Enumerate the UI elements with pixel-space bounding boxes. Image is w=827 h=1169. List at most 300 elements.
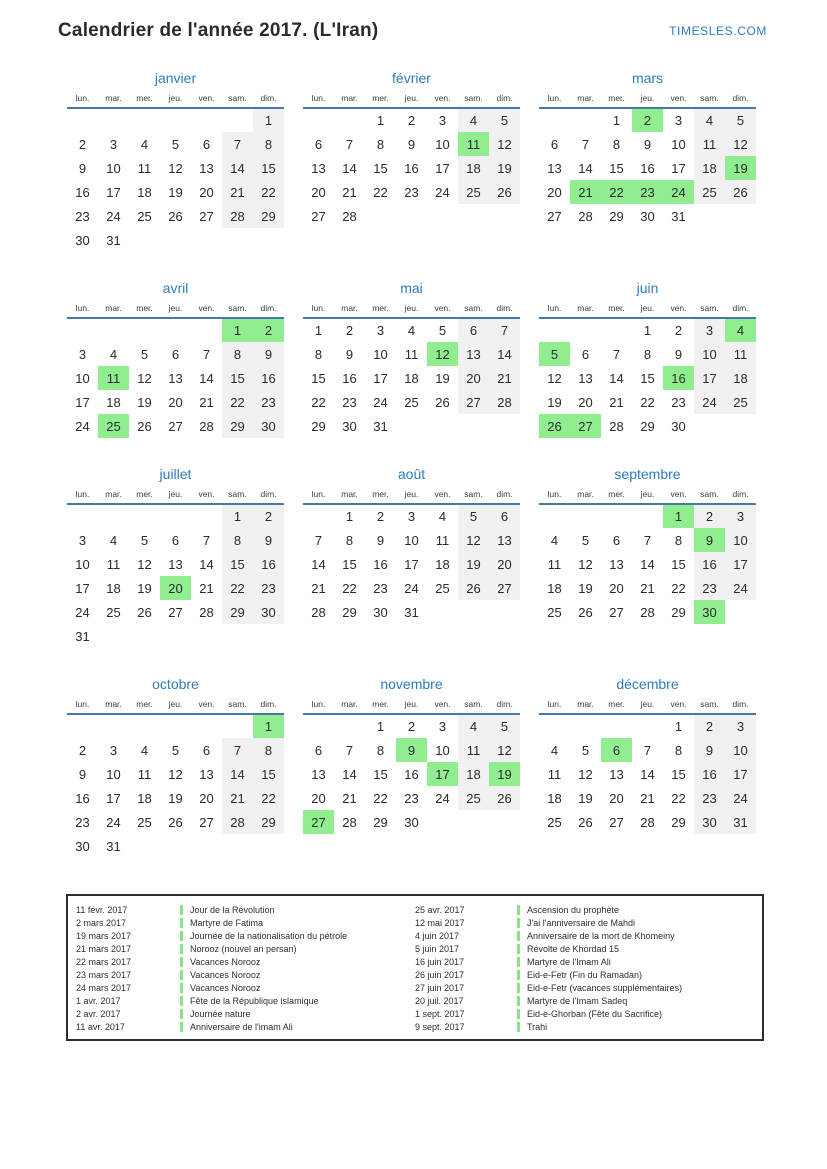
weekday-label: jeu.: [404, 93, 419, 103]
day-cell: 19: [168, 790, 183, 806]
month-days: [303, 504, 520, 624]
day-cell: 29: [222, 600, 253, 624]
day-cell: 25: [137, 208, 152, 224]
holiday-tick-icon: [517, 931, 520, 941]
week-row: [539, 786, 756, 810]
day-cell: 20: [458, 366, 489, 390]
month-block: [538, 466, 757, 648]
day-cell: 27: [489, 576, 520, 600]
week-row: [539, 528, 756, 552]
empty-cell: [570, 108, 601, 132]
day-cell: 27: [570, 414, 601, 438]
weekday-header-row-inner: [303, 93, 520, 108]
day-cell: 31: [373, 418, 388, 434]
weekday-label: mer.: [136, 699, 153, 709]
legend-date: 2 mars 2017: [76, 917, 127, 928]
empty-cell: [129, 834, 160, 858]
week-row: [303, 738, 520, 762]
legend-row: [76, 955, 415, 968]
day-cell: 7: [222, 738, 253, 762]
day-cell: 21: [222, 786, 253, 810]
month-days: [539, 318, 756, 438]
weekday-label: mar.: [341, 489, 358, 499]
holiday-tick-icon: [180, 996, 183, 1006]
week-row: [303, 132, 520, 156]
day-cell: 18: [547, 790, 562, 806]
day-cell: 22: [671, 790, 686, 806]
weekday-header-row-inner: [539, 93, 756, 108]
day-cell: 5: [171, 742, 180, 758]
day-cell: 25: [98, 414, 129, 438]
day-cell: 11: [404, 346, 419, 362]
day-cell: 4: [550, 532, 559, 548]
weekday-label: lun.: [547, 489, 562, 499]
day-cell: 18: [694, 156, 725, 180]
weekday-label: sam.: [464, 699, 483, 709]
empty-cell: [458, 810, 489, 834]
week-row: [303, 504, 520, 528]
day-cell: 23: [342, 394, 357, 410]
day-cell: 1: [612, 113, 621, 128]
empty-cell: [253, 624, 284, 648]
day-cell: 22: [253, 180, 284, 204]
day-cell: 2: [407, 719, 416, 734]
weekday-label: dim.: [496, 93, 513, 103]
day-cell: 25: [404, 394, 419, 410]
legend-date: 21 mars 2017: [76, 943, 132, 954]
legend-label: Norooz (nouvel an persan): [190, 943, 297, 954]
empty-cell: [222, 624, 253, 648]
holiday-tick-icon: [180, 1009, 183, 1019]
day-cell: 7: [202, 346, 211, 362]
day-cell: 16: [253, 366, 284, 390]
day-cell: 28: [342, 208, 357, 224]
day-cell: 7: [643, 532, 652, 548]
day-cell: 21: [342, 790, 357, 806]
day-cell: 12: [458, 528, 489, 552]
day-cell: 21: [199, 580, 214, 596]
weekday-label: mar.: [105, 303, 122, 313]
day-cell: 6: [171, 346, 180, 362]
empty-cell: [458, 204, 489, 228]
day-cell: 17: [435, 160, 450, 176]
months-grid: [66, 70, 760, 858]
legend-row: [76, 942, 415, 955]
weekday-header-row-inner: [303, 489, 520, 504]
month-table: [67, 303, 284, 438]
day-cell: 18: [106, 580, 121, 596]
day-cell: 14: [578, 160, 593, 176]
week-row: [539, 156, 756, 180]
day-cell: 23: [404, 184, 419, 200]
day-cell: 21: [222, 180, 253, 204]
weekday-label: sam.: [464, 93, 483, 103]
day-cell: 5: [140, 532, 149, 548]
day-cell: 9: [78, 766, 87, 782]
empty-cell: [489, 414, 520, 438]
weekday-label: ven.: [434, 303, 451, 313]
week-row: [303, 366, 520, 390]
day-cell: 16: [373, 556, 388, 572]
weekday-label: mer.: [136, 93, 153, 103]
week-row: [303, 600, 520, 624]
weekday-header-row: [303, 489, 520, 504]
day-cell: 16: [663, 366, 694, 390]
day-cell: 4: [725, 318, 756, 342]
day-cell: 3: [674, 113, 683, 128]
empty-cell: [458, 414, 489, 438]
holiday-tick-icon: [517, 970, 520, 980]
month-block: [302, 466, 521, 648]
day-cell: 9: [694, 738, 725, 762]
legend-label: Ascension du prophète: [527, 904, 620, 915]
empty-cell: [570, 504, 601, 528]
day-cell: 28: [578, 208, 593, 224]
week-row: [67, 738, 284, 762]
week-row: [67, 504, 284, 528]
day-cell: 29: [253, 204, 284, 228]
weekday-label: mer.: [608, 699, 625, 709]
week-row: [67, 204, 284, 228]
day-cell: 5: [171, 136, 180, 152]
empty-cell: [98, 624, 129, 648]
empty-cell: [725, 414, 756, 438]
day-cell: 10: [671, 136, 686, 152]
day-cell: 24: [663, 180, 694, 204]
week-row: [303, 528, 520, 552]
day-cell: 9: [253, 528, 284, 552]
day-cell: 20: [609, 790, 624, 806]
week-row: [67, 834, 284, 858]
day-cell: 19: [137, 394, 152, 410]
day-cell: 5: [438, 323, 447, 338]
day-cell: 21: [570, 180, 601, 204]
empty-cell: [365, 204, 396, 228]
day-cell: 4: [458, 714, 489, 738]
day-cell: 27: [168, 604, 183, 620]
week-row: [539, 552, 756, 576]
empty-cell: [632, 714, 663, 738]
legend-date: 1 sept. 2017: [415, 1008, 465, 1019]
day-cell: 20: [578, 394, 593, 410]
day-cell: 22: [222, 576, 253, 600]
day-cell: 29: [222, 414, 253, 438]
day-cell: 2: [345, 323, 354, 338]
legend-label: Vacances Norooz: [190, 969, 261, 980]
day-cell: 30: [75, 838, 90, 854]
day-cell: 2: [674, 323, 683, 338]
day-cell: 15: [373, 160, 388, 176]
holiday-legend: [66, 894, 764, 1041]
day-cell: 4: [694, 108, 725, 132]
weekday-label: jeu.: [640, 489, 655, 499]
day-cell: 22: [601, 180, 632, 204]
weekday-label: ven.: [434, 489, 451, 499]
day-cell: 6: [458, 318, 489, 342]
week-row: [303, 810, 520, 834]
empty-cell: [489, 204, 520, 228]
empty-cell: [129, 228, 160, 252]
day-cell: 10: [694, 342, 725, 366]
day-cell: 30: [373, 604, 388, 620]
weekday-label: lun.: [311, 93, 326, 103]
week-row: [67, 786, 284, 810]
legend-row: [415, 1007, 754, 1020]
weekday-label: mer.: [136, 303, 153, 313]
empty-cell: [694, 204, 725, 228]
day-cell: 3: [438, 719, 447, 734]
month-days: [539, 714, 756, 834]
weekday-label: dim.: [496, 699, 513, 709]
week-row: [539, 762, 756, 786]
day-cell: 16: [404, 766, 419, 782]
day-cell: 6: [489, 504, 520, 528]
day-cell: 1: [314, 323, 323, 338]
month-title: avril: [162, 280, 189, 296]
day-cell: 24: [75, 418, 90, 434]
day-cell: 21: [342, 184, 357, 200]
legend-date: 9 sept. 2017: [415, 1021, 465, 1032]
day-cell: 28: [640, 814, 655, 830]
empty-cell: [160, 834, 191, 858]
empty-cell: [98, 714, 129, 738]
day-cell: 5: [725, 108, 756, 132]
day-cell: 21: [609, 394, 624, 410]
day-cell: 20: [199, 184, 214, 200]
day-cell: 15: [253, 156, 284, 180]
day-cell: 25: [458, 786, 489, 810]
weekday-label: mar.: [577, 303, 594, 313]
weekday-header-row-inner: [67, 699, 284, 714]
empty-cell: [570, 714, 601, 738]
day-cell: 4: [438, 509, 447, 524]
legend-column-left: [76, 903, 415, 1033]
empty-cell: [601, 504, 632, 528]
week-row: [67, 714, 284, 738]
weekday-label: mar.: [341, 93, 358, 103]
weekday-label: lun.: [75, 93, 90, 103]
day-cell: 6: [581, 346, 590, 362]
legend-row: [76, 1007, 415, 1020]
day-cell: 6: [601, 738, 632, 762]
day-cell: 9: [376, 532, 385, 548]
day-cell: 7: [489, 318, 520, 342]
day-cell: 11: [458, 132, 489, 156]
empty-cell: [98, 318, 129, 342]
day-cell: 2: [253, 504, 284, 528]
day-cell: 15: [609, 160, 624, 176]
day-cell: 21: [640, 580, 655, 596]
empty-cell: [129, 504, 160, 528]
day-cell: 26: [489, 786, 520, 810]
day-cell: 27: [609, 604, 624, 620]
month-title: décembre: [616, 676, 679, 692]
day-cell: 19: [725, 156, 756, 180]
day-cell: 23: [253, 576, 284, 600]
day-cell: 12: [578, 556, 593, 572]
legend-column-right: [415, 903, 754, 1033]
legend-date: 11 avr. 2017: [76, 1021, 125, 1032]
week-row: [539, 108, 756, 132]
day-cell: 28: [199, 418, 214, 434]
week-row: [67, 318, 284, 342]
day-cell: 18: [458, 156, 489, 180]
month-days: [303, 108, 520, 228]
day-cell: 7: [581, 136, 590, 152]
weekday-header-row: [67, 699, 284, 714]
month-days: [67, 318, 284, 438]
day-cell: 4: [109, 532, 118, 548]
legend-label: Journée de la nationalisation du pétrole: [190, 930, 348, 941]
weekday-label: mer.: [372, 93, 389, 103]
day-cell: 21: [199, 394, 214, 410]
month-table: [303, 93, 520, 228]
empty-cell: [539, 714, 570, 738]
day-cell: 24: [725, 786, 756, 810]
weekday-label: mer.: [608, 303, 625, 313]
month-days: [539, 108, 756, 228]
day-cell: 23: [671, 394, 686, 410]
day-cell: 26: [168, 814, 183, 830]
day-cell: 18: [435, 556, 450, 572]
empty-cell: [160, 228, 191, 252]
month-table: [303, 303, 520, 438]
site-link[interactable]: TIMESLES.COM: [669, 24, 767, 38]
day-cell: 20: [311, 184, 326, 200]
day-cell: 13: [168, 370, 183, 386]
page-title: Calendrier de l'année 2017. (L'Iran): [58, 20, 379, 41]
day-cell: 30: [342, 418, 357, 434]
week-row: [67, 528, 284, 552]
day-cell: 12: [578, 766, 593, 782]
day-cell: 12: [725, 132, 756, 156]
empty-cell: [222, 714, 253, 738]
day-cell: 8: [253, 132, 284, 156]
day-cell: 3: [725, 714, 756, 738]
day-cell: 23: [694, 786, 725, 810]
day-cell: 14: [342, 766, 357, 782]
day-cell: 8: [674, 742, 683, 758]
day-cell: 14: [640, 766, 655, 782]
weekday-label: jeu.: [168, 699, 183, 709]
legend-date: 20 juil. 2017: [415, 995, 464, 1006]
weekday-label: mar.: [105, 699, 122, 709]
weekday-label: sam.: [228, 489, 247, 499]
legend-row: [415, 929, 754, 942]
weekday-label: lun.: [311, 699, 326, 709]
legend-label: Journée nature: [190, 1008, 251, 1019]
day-cell: 31: [725, 810, 756, 834]
weekday-label: lun.: [547, 93, 562, 103]
day-cell: 17: [427, 762, 458, 786]
day-cell: 13: [199, 160, 214, 176]
weekday-label: dim.: [732, 489, 749, 499]
day-cell: 30: [694, 810, 725, 834]
day-cell: 15: [222, 552, 253, 576]
empty-cell: [601, 714, 632, 738]
day-cell: 6: [202, 742, 211, 758]
day-cell: 17: [671, 160, 686, 176]
holiday-tick-icon: [517, 944, 520, 954]
day-cell: 20: [168, 394, 183, 410]
weekday-label: dim.: [260, 699, 277, 709]
day-cell: 7: [202, 532, 211, 548]
day-cell: 29: [311, 418, 326, 434]
holiday-tick-icon: [517, 983, 520, 993]
day-cell: 8: [222, 342, 253, 366]
legend-label: J'ai l'anniversaire de Mahdi: [527, 917, 635, 928]
legend-date: 22 mars 2017: [76, 956, 132, 967]
empty-cell: [334, 714, 365, 738]
day-cell: 31: [671, 208, 686, 224]
legend-label: Trahi: [527, 1021, 548, 1032]
day-cell: 4: [109, 346, 118, 362]
day-cell: 13: [311, 766, 326, 782]
weekday-label: lun.: [311, 303, 326, 313]
legend-date: 12 mai 2017: [415, 917, 465, 928]
day-cell: 20: [547, 184, 562, 200]
day-cell: 28: [311, 604, 326, 620]
month-table: [539, 699, 756, 834]
day-cell: 12: [137, 370, 152, 386]
weekday-label: jeu.: [640, 93, 655, 103]
day-cell: 16: [404, 160, 419, 176]
weekday-label: dim.: [496, 303, 513, 313]
empty-cell: [725, 204, 756, 228]
day-cell: 11: [547, 556, 562, 572]
empty-cell: [303, 504, 334, 528]
empty-cell: [129, 624, 160, 648]
day-cell: 14: [640, 556, 655, 572]
week-row: [303, 180, 520, 204]
day-cell: 26: [725, 180, 756, 204]
day-cell: 1: [345, 509, 354, 524]
holiday-tick-icon: [517, 996, 520, 1006]
weekday-label: jeu.: [168, 303, 183, 313]
week-row: [303, 762, 520, 786]
empty-cell: [539, 108, 570, 132]
weekday-label: mar.: [577, 93, 594, 103]
weekday-header-row: [303, 699, 520, 714]
day-cell: 16: [75, 184, 90, 200]
day-cell: 25: [435, 580, 450, 596]
legend-label: Anniversaire de la mort de Khomeiny: [527, 930, 675, 941]
month-block: [302, 676, 521, 858]
legend-row: [76, 903, 415, 916]
legend-row: [415, 1020, 754, 1033]
weekday-label: ven.: [670, 489, 687, 499]
day-cell: 25: [137, 814, 152, 830]
day-cell: 28: [489, 390, 520, 414]
day-cell: 9: [643, 136, 652, 152]
day-cell: 3: [725, 504, 756, 528]
empty-cell: [458, 600, 489, 624]
day-cell: 12: [489, 738, 520, 762]
day-cell: 17: [75, 394, 90, 410]
month-block: [538, 676, 757, 858]
weekday-label: dim.: [260, 93, 277, 103]
day-cell: 9: [396, 738, 427, 762]
day-cell: 22: [253, 786, 284, 810]
day-cell: 20: [489, 552, 520, 576]
empty-cell: [694, 414, 725, 438]
weekday-header-row-inner: [539, 489, 756, 504]
legend-date: 11 févr. 2017: [76, 904, 128, 915]
day-cell: 22: [671, 580, 686, 596]
day-cell: 26: [578, 604, 593, 620]
day-cell: 10: [373, 346, 388, 362]
legend-label: Révolte de Khordad 15: [527, 943, 620, 954]
